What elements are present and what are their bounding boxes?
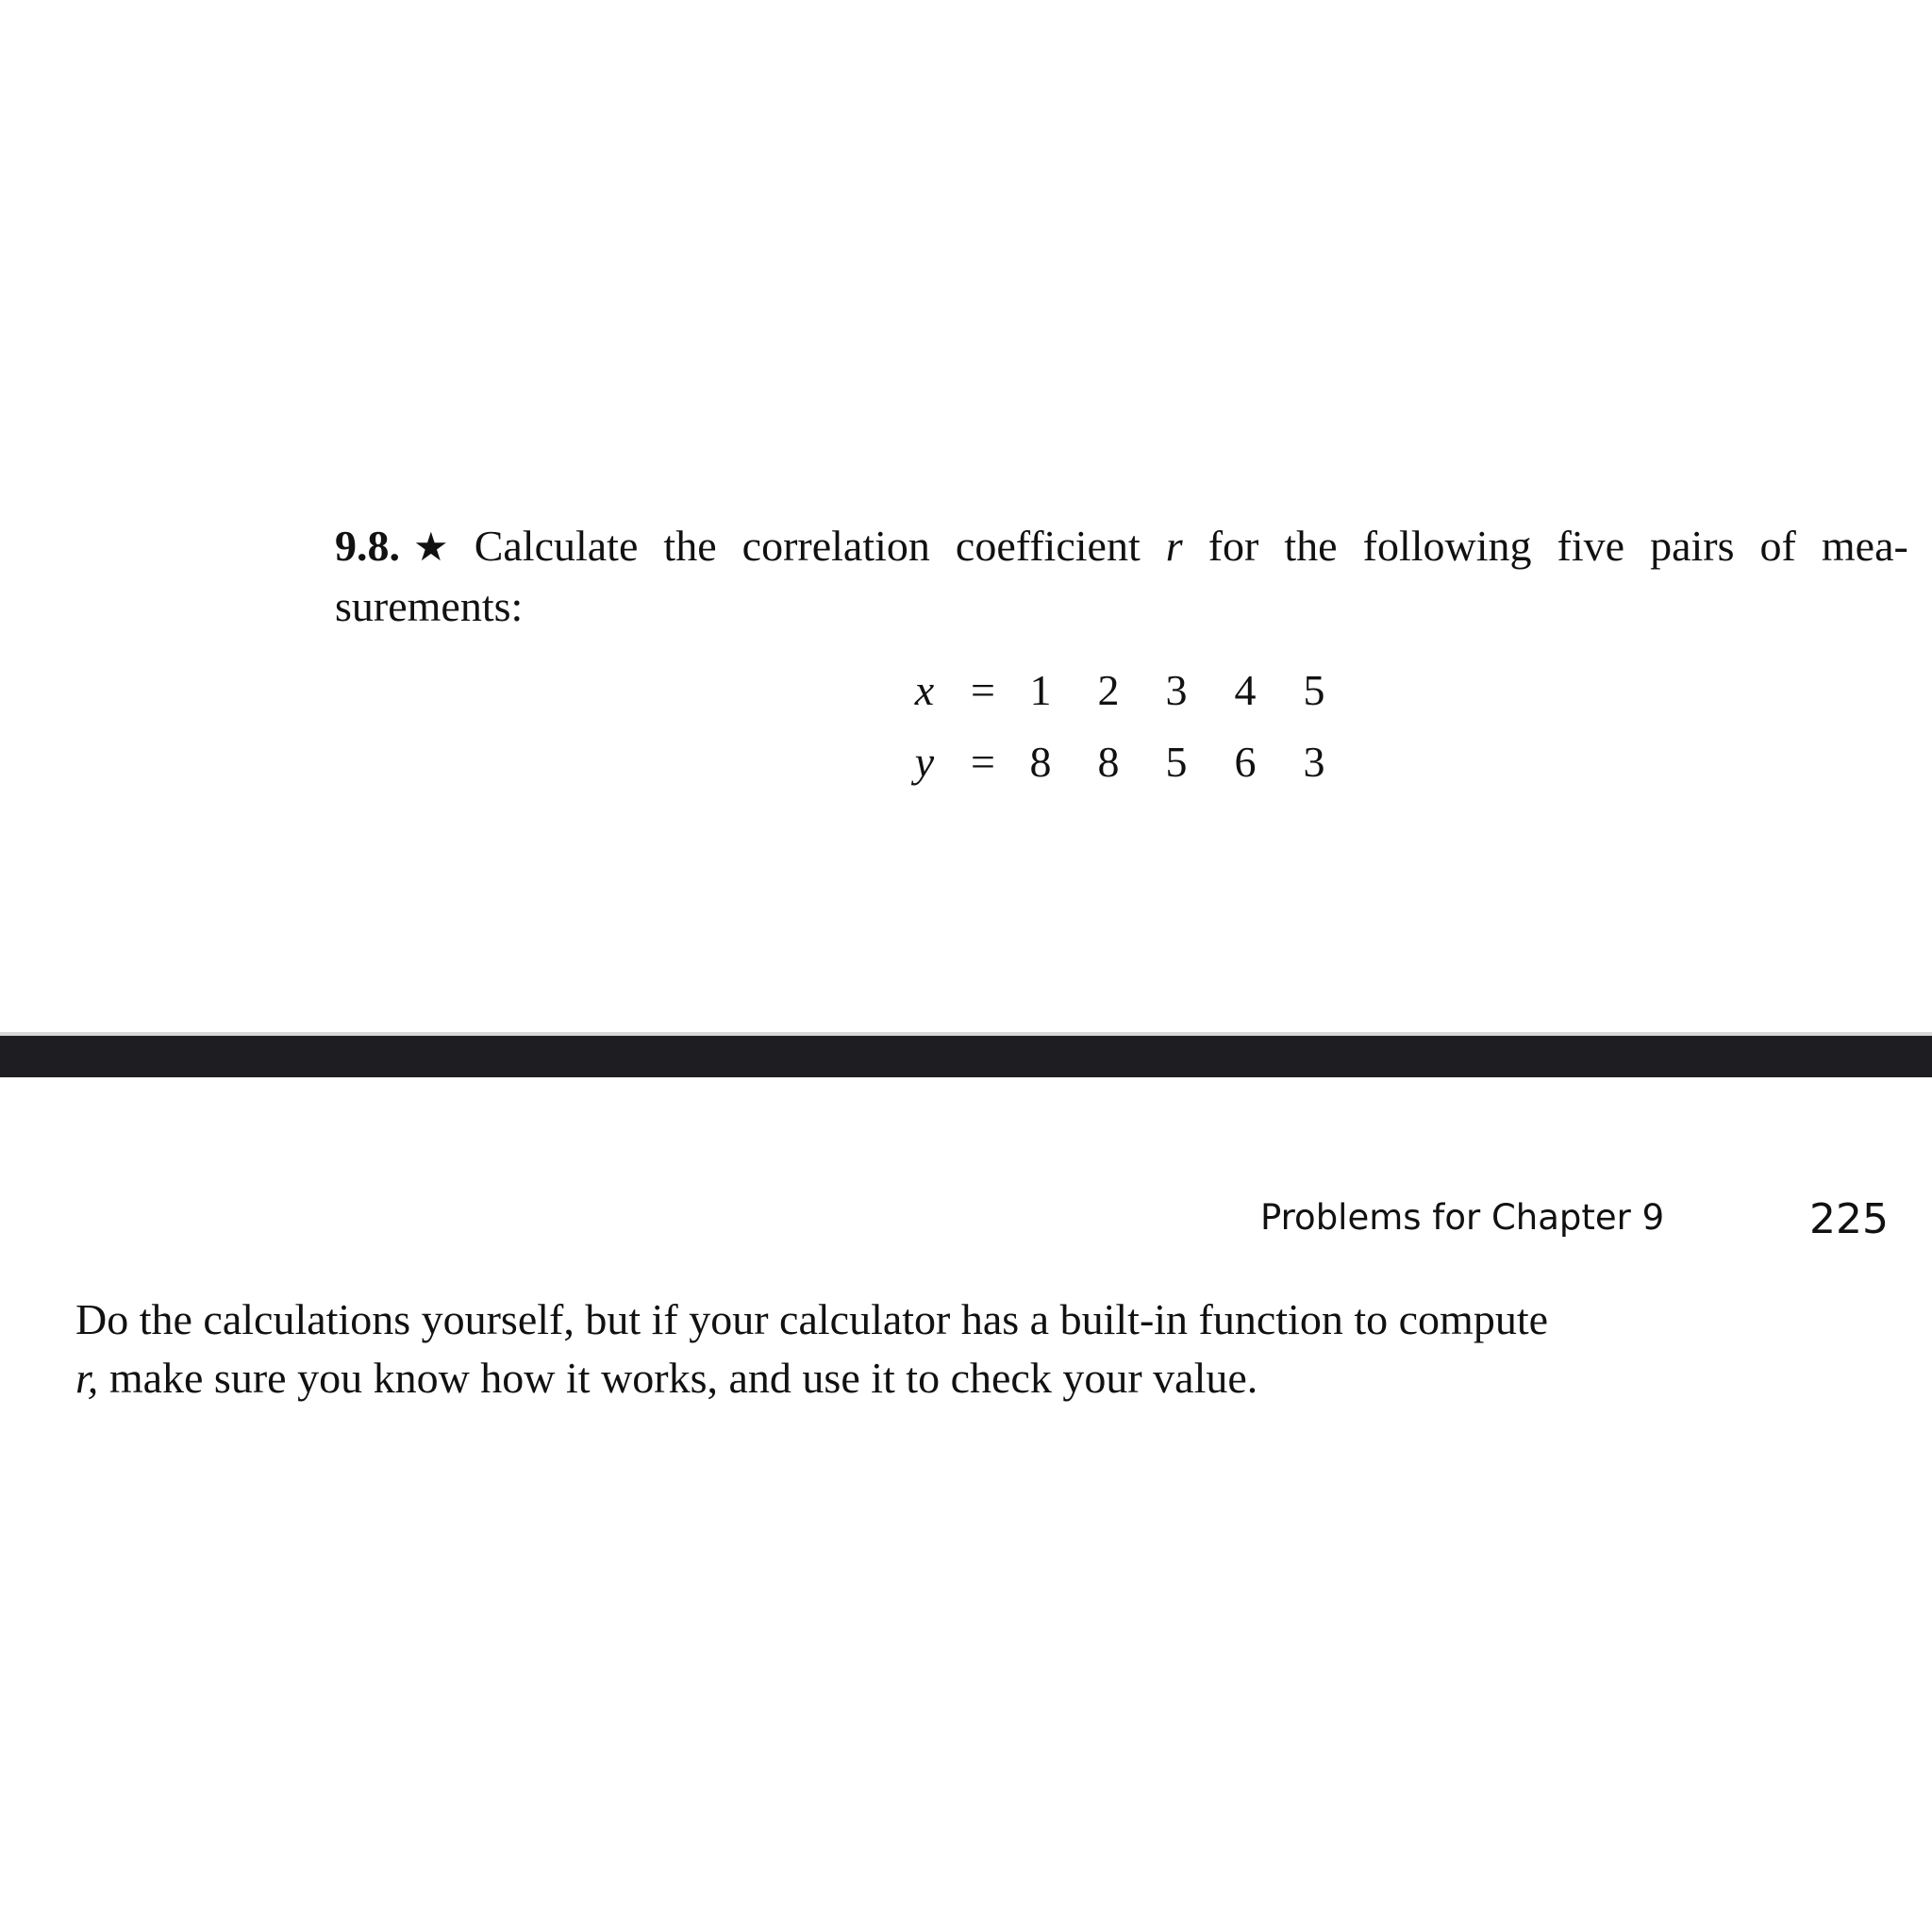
problem-word: five [1557, 522, 1625, 570]
problem-word: correlation [741, 522, 930, 570]
x-label: x [914, 666, 935, 714]
problem-word: for [1208, 522, 1259, 570]
y-value: 3 [1303, 738, 1325, 786]
variable-r: r [1165, 522, 1183, 570]
problem-statement [335, 517, 1908, 636]
running-head: Problems for Chapter 9 [1260, 1197, 1665, 1238]
problem-word: mea- [1821, 522, 1908, 570]
x-value: 4 [1234, 666, 1257, 714]
continuation-line-2-text: make sure you know how it works, and use it to check your value. [98, 1354, 1258, 1402]
problem-word: Calculate [474, 522, 639, 570]
problem-word: the [663, 522, 717, 570]
problem-line-2: surements: [335, 582, 524, 630]
y-value: 8 [1029, 738, 1052, 786]
y-value: 8 [1097, 738, 1120, 786]
problem-line-1 [335, 517, 1908, 577]
y-value: 5 [1165, 738, 1188, 786]
problem-word: pairs [1650, 522, 1735, 570]
continuation-line-1: Do the calculations yourself, but if your calculator has a built-in function to compute [75, 1295, 1549, 1343]
x-value: 1 [1029, 666, 1052, 714]
variable-r: r, [75, 1354, 99, 1402]
page-number: 225 [1809, 1195, 1889, 1243]
problem-word: following [1362, 522, 1532, 570]
problem-number: 9.8. [335, 522, 400, 570]
x-value: 5 [1303, 666, 1325, 714]
continuation-line-2 [75, 1349, 1649, 1407]
equals-sign: = [971, 666, 995, 714]
equals-sign: = [971, 738, 995, 786]
x-value: 2 [1097, 666, 1120, 714]
page-divider [0, 1036, 1932, 1077]
star-icon: ★ [413, 526, 449, 570]
problem-word: coefficient [955, 522, 1141, 570]
y-value: 6 [1234, 738, 1257, 786]
problem-number-group [335, 517, 449, 577]
y-label: y [914, 738, 935, 786]
problem-word: of [1759, 522, 1796, 570]
problem-word: the [1284, 522, 1338, 570]
x-value: 3 [1165, 666, 1188, 714]
continuation-text [75, 1291, 1649, 1407]
